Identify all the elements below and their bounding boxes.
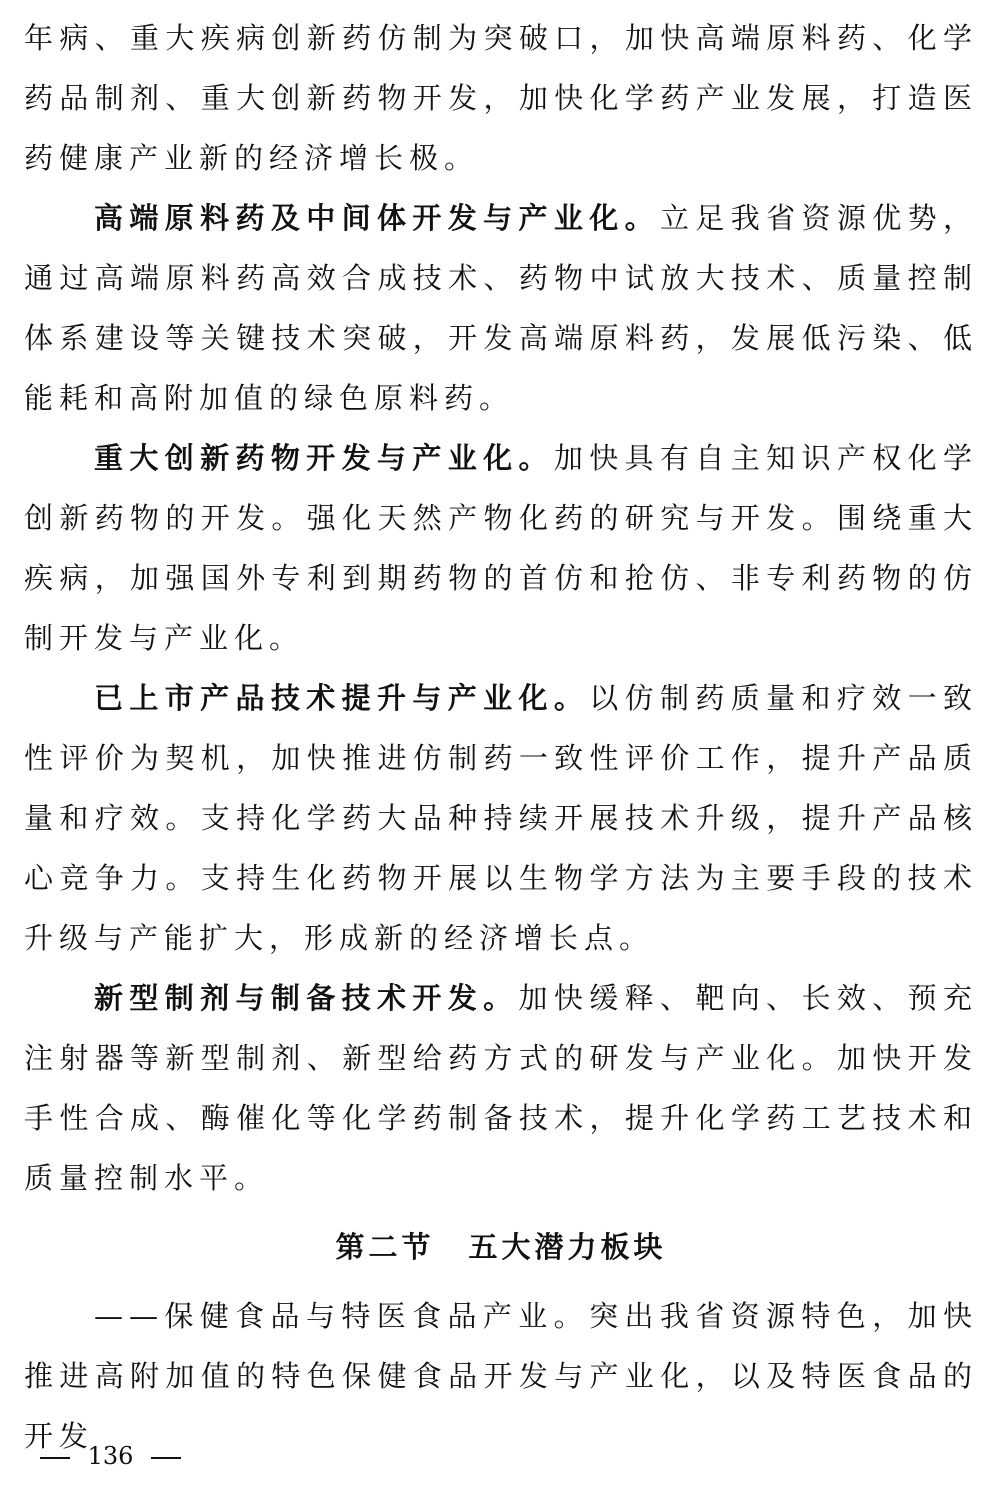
health-food-body: 突出我省资源特色，加快推进高附加值的特色保健食品开发与产业化，以及特医食品的开发 [24,1299,978,1453]
page-number: 136 [87,1442,134,1470]
document-page [24,8,978,1466]
footer-right-dash [151,1457,181,1459]
intro-paragraph: 年病、重大疾病创新药仿制为突破口，加快高端原料药、化学药品制剂、重大创新药物开发，加快化学药产业发展，打造医药健康产业新的经济增长极。 [24,21,978,175]
section-heading-innovative-drugs: 重大创新药物开发与产业化。 [94,441,554,475]
section-title-number: 第二节 [335,1230,435,1264]
section-heading-raw-materials: 高端原料药及中间体开发与产业化。 [94,201,660,235]
section-heading-new-formulations: 新型制剂与制备技术开发。 [94,981,519,1015]
health-food-lead: ——保健食品与特医食品产业。 [94,1299,590,1333]
section-title [24,1208,978,1286]
section-body-raw-materials: 立足我省资源优势，通过高端原料药高效合成技术、药物中试放大技术、质量控制体系建设等关键技术突破，开发高端原料药，发展低污染、低能耗和高附加值的绿色原料药。 [24,201,978,415]
section-paragraph-new-formulations [24,968,978,1208]
section-paragraph-raw-materials [24,188,978,428]
footer-left-dash [40,1457,70,1459]
section-paragraph-marketed-products [24,668,978,968]
section-heading-marketed-products: 已上市产品技术提升与产业化。 [94,681,590,715]
section-title-text: 五大潜力板块 [468,1230,667,1264]
section-body-new-formulations: 加快缓释、靶向、长效、预充注射器等新型制剂、新型给药方式的研发与产业化。加快开发手性合成、酶催化等化学药制备技术，提升化学药工艺技术和质量控制水平。 [24,981,978,1195]
section-paragraph-innovative-drugs [24,428,978,668]
section-body-innovative-drugs: 加快具有自主知识产权化学创新药物的开发。强化天然产物化药的研究与开发。围绕重大疾病，加强国外专利到期药物的首仿和抢仿、非专利药物的仿制开发与产业化。 [24,441,978,655]
page-footer [30,1436,191,1476]
section-body-marketed-products: 以仿制药质量和疗效一致性评价为契机，加快推进仿制药一致性评价工作，提升产品质量和疗效。支持化学药大品种持续开展技术升级，提升产品核心竞争力。支持生化药物开展以生物学方法为主要手段的技术升级与产能扩大，形成新的经济增长点。 [24,681,978,955]
